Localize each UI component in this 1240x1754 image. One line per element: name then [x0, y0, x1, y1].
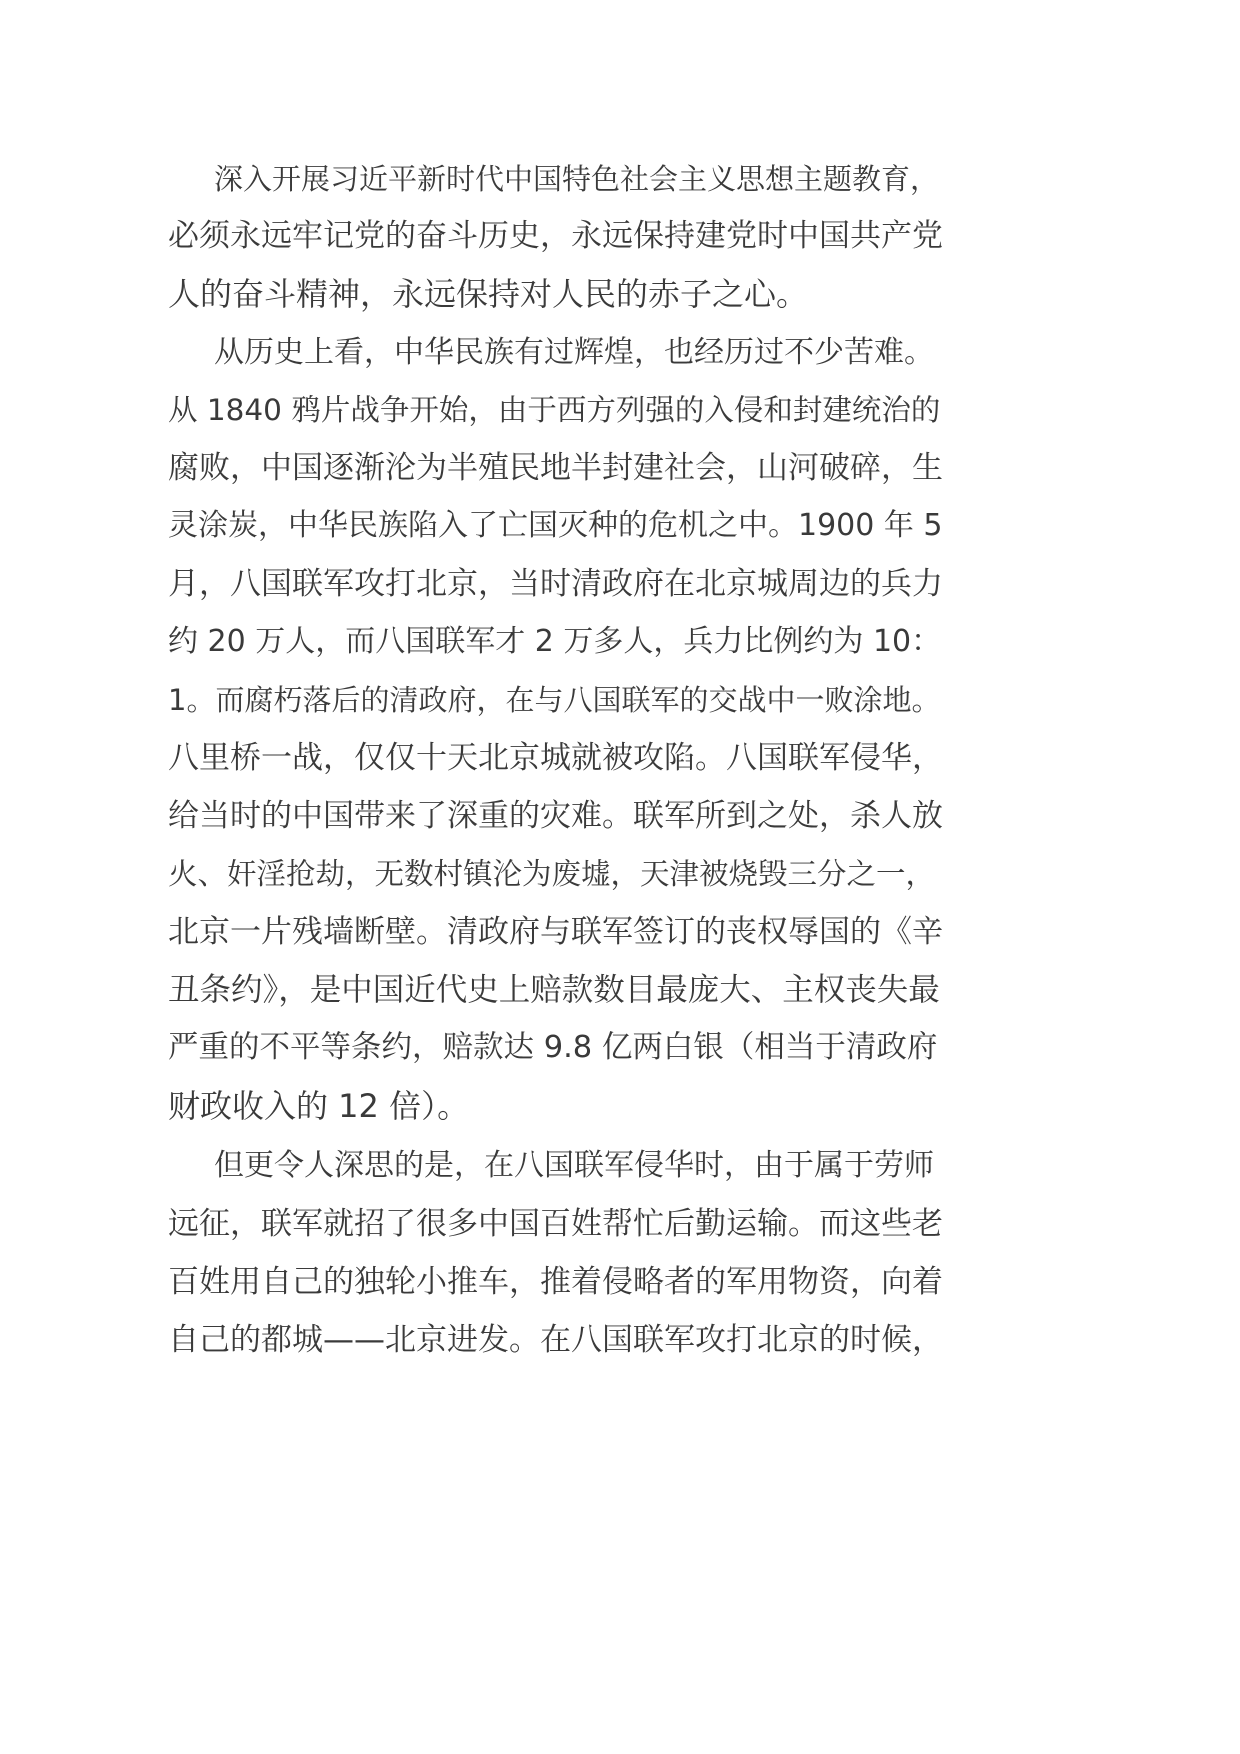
text-line: 约 20 万人，而八国联军才 2 万多人，兵力比例约为 10： [168, 624, 942, 659]
text-line: 火、奸淫抢劫，无数村镇沦为废墟，天津被烧毁三分之一， [168, 857, 936, 891]
text-line: 丑条约》，是中国近代史上赔款数目最庞大、主权丧失最 [168, 972, 940, 1008]
text-line: 1。而腐朽落后的清政府，在与八国联军的交战中一败涂地。 [168, 683, 941, 717]
text-line: 腐败，中国逐渐沦为半殖民地半封建社会，山河破碎，生 [168, 450, 943, 486]
text-line: 北京一片残墙断壁。清政府与联军签订的丧权辱国的《辛 [168, 914, 943, 950]
text-line: 深入开展习近平新时代中国特色社会主义思想主题教育， [214, 162, 940, 196]
text-line: 月，八国联军攻打北京，当时清政府在北京城周边的兵力 [168, 566, 943, 602]
text-line: 从 1840 鸦片战争开始，由于西方列强的入侵和封建统治的 [168, 393, 941, 427]
text-line: 财政收入的 12 倍）。 [168, 1087, 470, 1125]
text-line: 百姓用自己的独轮小推车，推着侵略者的军用物资，向着 [168, 1264, 943, 1300]
text-line: 给当时的中国带来了深重的灾难。联军所到之处，杀人放 [168, 798, 943, 834]
text-line: 严重的不平等条约，赔款达 9.8 亿两白银（相当于清政府 [168, 1030, 938, 1065]
text-line: 从历史上看，中华民族有过辉煌，也经历过不少苦难。 [214, 335, 934, 370]
text-line: 远征，联军就招了很多中国百姓帮忙后勤运输。而这些老 [168, 1206, 943, 1242]
text-line: 必须永远牢记党的奋斗历史，永远保持建党时中国共产党 [168, 218, 943, 254]
text-line: 灵涂炭，中华民族陷入了亡国灭种的危机之中。1900 年 5 [168, 508, 943, 543]
text-line: 八里桥一战，仅仅十天北京城就被攻陷。八国联军侵华， [168, 740, 943, 776]
text-line: 人的奋斗精神，永远保持对人民的赤子之心。 [168, 275, 809, 313]
text-line: 但更令人深思的是，在八国联军侵华时，由于属于劳师 [214, 1148, 934, 1183]
text-line: 自己的都城——北京进发。在八国联军攻打北京的时候， [168, 1322, 943, 1358]
